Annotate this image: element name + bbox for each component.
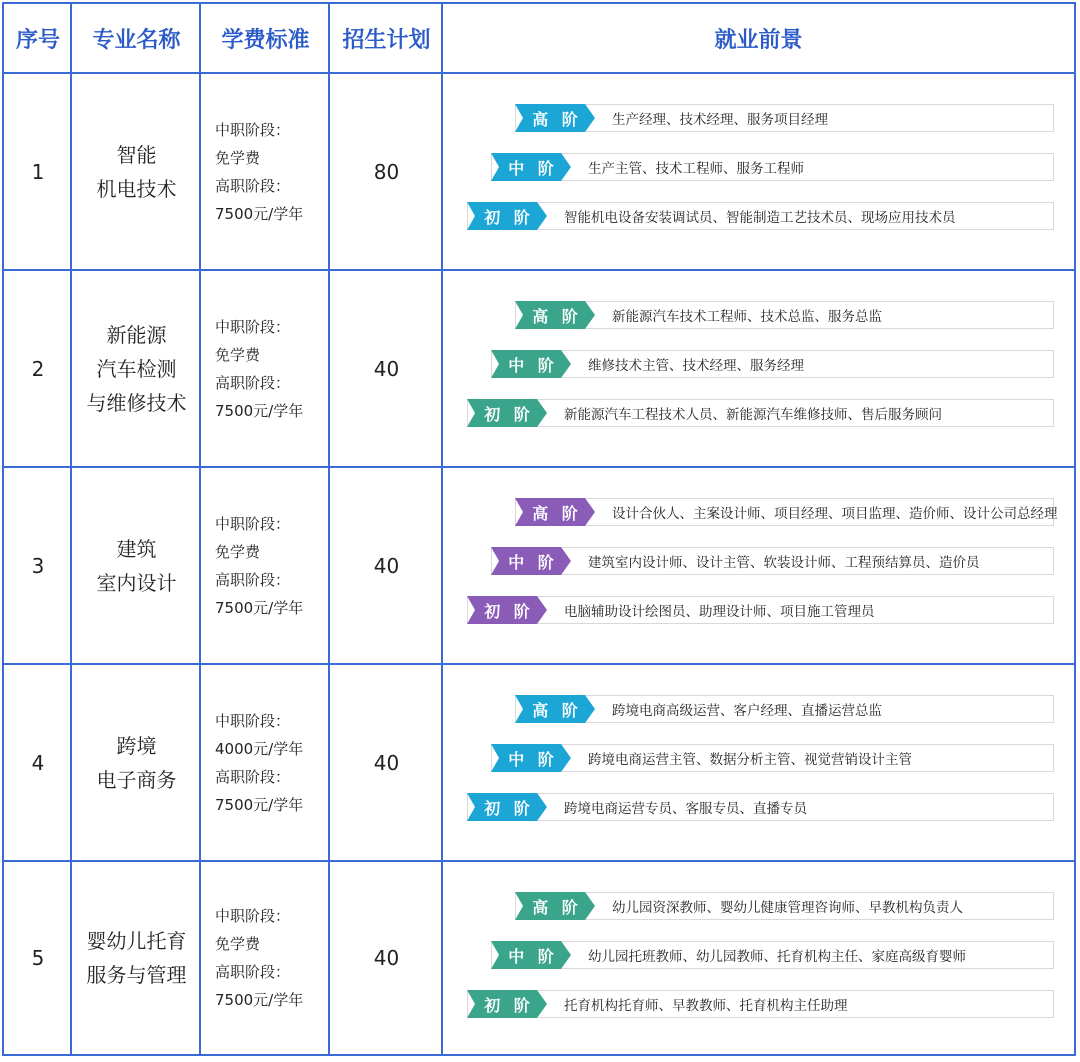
tier-badge-high	[515, 104, 595, 132]
tier-description: 新能源汽车技术工程师、技术总监、服务总监	[612, 309, 882, 325]
tier-badge-label: 中 阶	[508, 355, 558, 375]
tier-badge-low	[467, 793, 547, 821]
tier-badge-mid	[491, 744, 571, 772]
career-tier-mid	[491, 941, 1054, 969]
tuition-fee-line: 7500元/学年	[215, 598, 304, 617]
tier-description: 跨境电商高级运营、客户经理、直播运营总监	[612, 703, 882, 719]
table-row	[4, 665, 1074, 862]
career-prospects	[443, 468, 1074, 663]
enrollment-table	[2, 2, 1076, 1056]
column-divider	[199, 4, 201, 1054]
major-name-line: 建筑	[116, 536, 157, 561]
career-tier-low	[467, 793, 1054, 821]
tuition-fee-line: 免学费	[215, 542, 261, 561]
table-header	[4, 4, 1074, 74]
career-tier-low	[467, 399, 1054, 427]
tier-description: 设计合伙人、主案设计师、项目经理、项目监理、造价师、设计公司总经理	[612, 506, 1058, 522]
tuition-fee-line: 中职阶段：	[215, 120, 291, 139]
career-tier-high	[515, 892, 1054, 920]
career-prospects	[443, 271, 1074, 466]
tuition-fee	[201, 468, 330, 663]
tier-description: 建筑室内设计师、设计主管、软装设计师、工程预结算员、造价员	[588, 555, 980, 571]
major-name-line: 智能	[116, 142, 157, 167]
tier-description: 生产主管、技术工程师、服务工程师	[588, 161, 804, 177]
enrollment-plan: 40	[373, 553, 400, 578]
career-tier-high	[515, 301, 1054, 329]
header-name: 专业名称	[92, 27, 181, 53]
major-name-line: 电子商务	[96, 767, 177, 792]
row-index: 4	[31, 750, 45, 775]
tuition-fee-line: 免学费	[215, 345, 261, 364]
tier-description: 维修技术主管、技术经理、服务经理	[588, 358, 804, 374]
major-name-line: 跨境	[116, 733, 157, 758]
career-tier-mid	[491, 350, 1054, 378]
major-name	[72, 271, 201, 466]
tuition-fee-line: 7500元/学年	[215, 401, 304, 420]
tuition-fee-line: 高职阶段：	[215, 373, 291, 392]
row-index: 1	[31, 159, 45, 184]
tier-badge-label: 高 阶	[532, 503, 582, 523]
tier-badge-label: 中 阶	[508, 158, 558, 178]
tier-badge-label: 高 阶	[532, 109, 582, 129]
career-prospects	[443, 74, 1074, 269]
tuition-fee-line: 免学费	[215, 148, 261, 167]
career-tier-low	[467, 596, 1054, 624]
tuition-fee-line: 高职阶段：	[215, 176, 291, 195]
major-name-line: 与维修技术	[86, 390, 187, 415]
row-index: 3	[31, 553, 45, 578]
table-row	[4, 468, 1074, 665]
tier-badge-high	[515, 892, 595, 920]
career-tier-mid	[491, 153, 1054, 181]
tuition-fee-line: 7500元/学年	[215, 991, 304, 1009]
major-name-line: 服务与管理	[86, 963, 187, 987]
enrollment-plan: 40	[373, 750, 400, 775]
tuition-fee-line: 4000元/学年	[215, 739, 304, 758]
major-name	[72, 74, 201, 269]
tuition-fee-line: 7500元/学年	[215, 795, 304, 814]
major-name	[72, 468, 201, 663]
tier-description: 新能源汽车工程技术人员、新能源汽车维修技师、售后服务顾问	[564, 407, 942, 423]
career-prospects	[443, 665, 1074, 860]
tier-description: 跨境电商运营主管、数据分析主管、视觉营销设计主管	[588, 752, 912, 768]
tuition-fee-line: 中职阶段：	[215, 514, 291, 533]
tuition-fee-line: 高职阶段：	[215, 963, 291, 981]
column-divider	[70, 4, 72, 1054]
table-row	[4, 862, 1074, 1054]
tier-badge-label: 初 阶	[484, 207, 534, 227]
career-tier-low	[467, 990, 1054, 1018]
tuition-fee-line: 7500元/学年	[215, 204, 304, 223]
tier-badge-high	[515, 695, 595, 723]
tier-badge-mid	[491, 350, 571, 378]
tuition-fee-line: 中职阶段：	[215, 907, 291, 925]
tuition-fee-line: 中职阶段：	[215, 317, 291, 336]
tier-badge-label: 初 阶	[484, 601, 534, 621]
tier-description: 托育机构托育师、早教教师、托育机构主任助理	[564, 998, 848, 1014]
tier-badge-label: 中 阶	[508, 946, 558, 966]
tuition-fee-line: 高职阶段：	[215, 767, 291, 786]
tuition-fee	[201, 271, 330, 466]
tuition-fee	[201, 862, 330, 1054]
tier-badge-high	[515, 301, 595, 329]
enrollment-plan: 80	[373, 159, 400, 184]
tier-badge-label: 初 阶	[484, 995, 534, 1015]
tier-description: 幼儿园托班教师、幼儿园教师、托育机构主任、家庭高级育婴师	[588, 949, 966, 965]
tier-badge-label: 高 阶	[532, 306, 582, 326]
major-name-line: 新能源	[106, 322, 167, 347]
career-tier-high	[515, 498, 1058, 526]
tier-badge-label: 中 阶	[508, 552, 558, 572]
column-divider	[328, 4, 330, 1054]
table-row	[4, 271, 1074, 468]
enrollment-plan: 40	[373, 946, 400, 970]
tier-badge-label: 初 阶	[484, 798, 534, 818]
major-name-line: 室内设计	[96, 570, 177, 595]
row-index: 5	[31, 946, 45, 970]
tier-badge-label: 高 阶	[532, 700, 582, 720]
career-tier-low	[467, 202, 1054, 230]
tier-badge-label: 中 阶	[508, 749, 558, 769]
tier-badge-low	[467, 399, 547, 427]
major-name	[72, 665, 201, 860]
tuition-fee-line: 免学费	[215, 935, 261, 953]
header-index: 序号	[15, 27, 60, 53]
tier-badge-label: 初 阶	[484, 404, 534, 424]
tier-badge-mid	[491, 941, 571, 969]
header-plan: 招生计划	[342, 27, 431, 53]
career-tier-mid	[491, 744, 1054, 772]
tier-description: 生产经理、技术经理、服务项目经理	[612, 112, 828, 128]
major-name	[72, 862, 201, 1054]
tier-badge-low	[467, 202, 547, 230]
tier-description: 智能机电设备安装调试员、智能制造工艺技术员、现场应用技术员	[564, 210, 956, 226]
career-tier-mid	[491, 547, 1054, 575]
tier-description: 电脑辅助设计绘图员、助理设计师、项目施工管理员	[564, 604, 875, 620]
tuition-fee	[201, 74, 330, 269]
tier-badge-low	[467, 990, 547, 1018]
major-name-line: 机电技术	[96, 176, 177, 201]
tier-badge-low	[467, 596, 547, 624]
tier-badge-mid	[491, 547, 571, 575]
tier-badge-mid	[491, 153, 571, 181]
enrollment-plan: 40	[373, 356, 400, 381]
career-tier-high	[515, 695, 1054, 723]
table-row	[4, 74, 1074, 271]
major-name-line: 汽车检测	[96, 356, 177, 381]
tuition-fee-line: 中职阶段：	[215, 711, 291, 730]
header-fee: 学费标准	[221, 27, 310, 53]
row-index: 2	[31, 356, 45, 381]
tier-badge-label: 高 阶	[532, 897, 582, 917]
tuition-fee	[201, 665, 330, 860]
career-prospects	[443, 862, 1074, 1054]
tier-description: 幼儿园资深教师、婴幼儿健康管理咨询师、早教机构负责人	[612, 900, 963, 916]
major-name-line: 婴幼儿托育	[86, 929, 187, 953]
tier-badge-high	[515, 498, 595, 526]
tuition-fee-line: 高职阶段：	[215, 570, 291, 589]
header-jobs: 就业前景	[714, 27, 803, 53]
career-tier-high	[515, 104, 1054, 132]
column-divider	[441, 4, 443, 1054]
tier-description: 跨境电商运营专员、客服专员、直播专员	[564, 801, 807, 817]
